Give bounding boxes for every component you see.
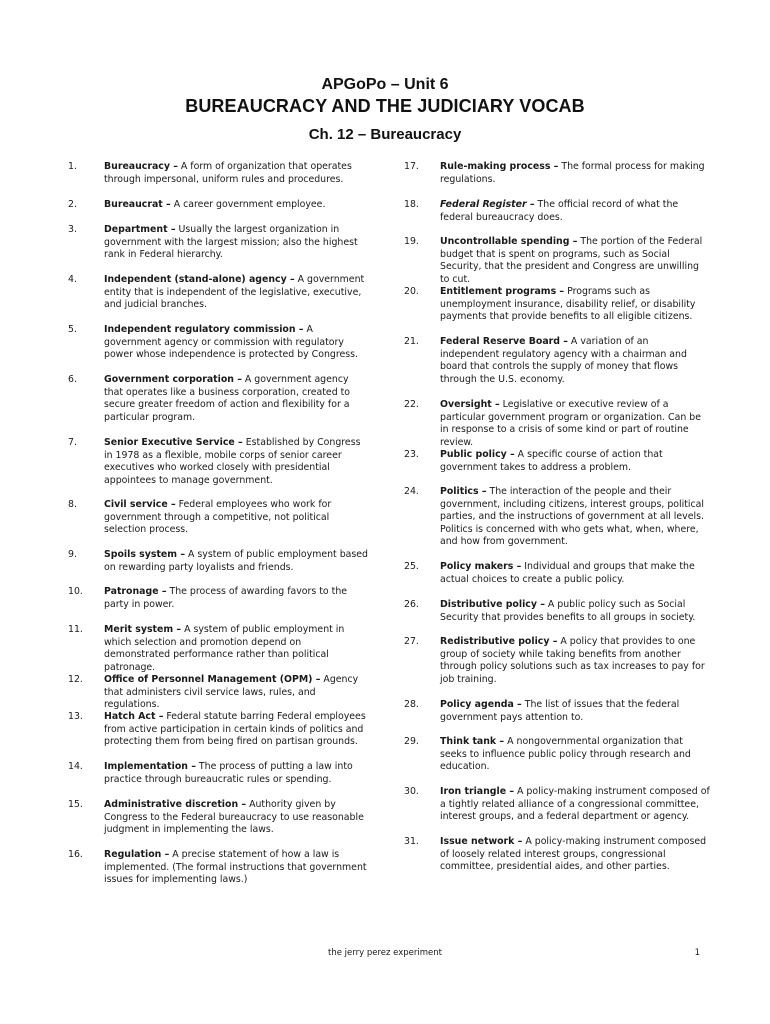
- vocab-term: Civil service –: [104, 499, 176, 510]
- vocab-number: 29.: [404, 736, 419, 747]
- vocab-term: Entitlement programs –: [440, 286, 565, 297]
- vocab-entry: [68, 199, 368, 212]
- vocab-term: Policy makers –: [440, 561, 522, 572]
- vocab-number: 6.: [68, 374, 77, 385]
- vocab-term: Independent (stand-alone) agency –: [104, 274, 295, 285]
- vocab-definition: The portion of the Federal budget that is spent on programs, such as Social Security, that the president and Congress are unwilling to cut.: [440, 236, 703, 285]
- vocab-definition: A specific course of action that government takes to address a problem.: [440, 449, 663, 473]
- vocab-definition: The process of putting a law into practice through bureaucratic rules or spending.: [104, 761, 353, 785]
- vocab-definition: The list of issues that the federal government pays attention to.: [440, 699, 680, 723]
- vocab-term: Oversight –: [440, 399, 500, 410]
- vocab-term: Department –: [104, 224, 176, 235]
- vocab-entry: [404, 561, 710, 586]
- vocab-term: Bureaucrat –: [104, 199, 171, 210]
- page-number: 1: [694, 948, 700, 958]
- vocab-term: Federal Reserve Board –: [440, 336, 568, 347]
- vocab-entry: [68, 674, 368, 712]
- vocab-number: 15.: [68, 799, 83, 810]
- vocab-entry: [404, 699, 710, 724]
- vocab-definition: Programs such as unemployment insurance, disability relief, or disability payments that provide benefits to all eligible citizens.: [440, 286, 696, 323]
- vocab-definition: Federal statute barring Federal employees from active participation in certain kinds of politics and protecting them from being fired on partisan grounds.: [104, 711, 366, 748]
- vocab-entry: [404, 199, 710, 224]
- vocab-definition: A government entity that is independent of the legislative, executive, and judicial branches.: [104, 274, 365, 311]
- vocab-definition: The process of awarding favors to the party in power.: [104, 586, 348, 610]
- vocab-entry: [68, 711, 368, 749]
- vocab-definition: A system of public employment in which selection and promotion depend on demonstrated performance rather than political patronage.: [104, 624, 345, 673]
- vocab-term: Regulation –: [104, 849, 170, 860]
- vocab-entry: [68, 849, 368, 887]
- vocab-entry: [68, 799, 368, 837]
- vocab-definition: Agency that administers civil service laws, rules, and regulations.: [104, 674, 359, 711]
- vocab-term: Rule-making process –: [440, 161, 559, 172]
- vocab-entry: [68, 161, 368, 186]
- vocab-definition: Federal employees who work for government through a competitive, not political selection process.: [104, 499, 332, 536]
- vocab-term: Policy agenda –: [440, 699, 522, 710]
- document-title: BUREAUCRACY AND THE JUDICIARY VOCAB: [185, 96, 585, 116]
- vocab-number: 13.: [68, 711, 83, 722]
- vocab-number: 16.: [68, 849, 83, 860]
- vocab-term: Independent regulatory commission –: [104, 324, 304, 335]
- vocab-entry: [404, 486, 710, 549]
- vocab-definition: Established by Congress in 1978 as a flexible, mobile corps of senior career executives who worked closely with presidential appointees to manage government.: [104, 437, 361, 486]
- vocab-definition: A career government employee.: [170, 199, 326, 210]
- vocab-term: Distributive policy –: [440, 599, 545, 610]
- vocab-number: 7.: [68, 437, 77, 448]
- vocab-entry: [68, 324, 368, 362]
- vocab-definition: Individual and groups that make the actual choices to create a public policy.: [440, 561, 695, 585]
- vocab-definition: Legislative or executive review of a particular government program or organization. Can be in response to a crisis of some kind or part of routine review.: [440, 399, 701, 448]
- vocab-number: 5.: [68, 324, 77, 335]
- vocab-entry: [68, 374, 368, 424]
- vocab-definition: A policy that provides to one group of society while taking benefits from another through policy solutions such as tax increases to pay for job training.: [440, 636, 705, 685]
- vocab-term: Senior Executive Service –: [104, 437, 243, 448]
- vocab-entry: [68, 549, 368, 574]
- vocab-entry: [404, 636, 710, 686]
- vocab-entry: [404, 286, 710, 324]
- vocab-term: Issue network –: [440, 836, 523, 847]
- vocab-definition: A form of organization that operates through impersonal, uniform rules and procedures.: [104, 161, 352, 185]
- vocab-entry: [68, 274, 368, 312]
- vocab-number: 1.: [68, 161, 77, 172]
- vocab-entry: [68, 624, 368, 674]
- vocab-definition: A government agency or commission with regulatory power whose independence is protected by Congress.: [104, 324, 359, 361]
- vocab-definition: A policy-making instrument composed of a tightly related alliance of a congressional committee, interest groups, and a federal department or agency.: [440, 786, 710, 823]
- vocab-term: Iron triangle –: [440, 786, 515, 797]
- vocab-term: Spoils system –: [104, 549, 186, 560]
- vocab-entry: [68, 224, 368, 262]
- vocab-entry: [404, 161, 710, 186]
- vocab-entry: [404, 786, 710, 824]
- vocab-definition: Authority given by Congress to the Federal bureaucracy to use reasonable judgment in implementing the laws.: [104, 799, 364, 836]
- vocab-number: 19.: [404, 236, 419, 247]
- vocab-entry: [404, 736, 710, 774]
- vocab-entry: [404, 399, 710, 449]
- vocab-number: 30.: [404, 786, 419, 797]
- vocab-term-dash: –: [526, 199, 535, 210]
- vocab-term: Implementation –: [104, 761, 196, 772]
- vocab-term: Public policy –: [440, 449, 515, 460]
- vocab-number: 20.: [404, 286, 419, 297]
- vocab-definition: A policy-making instrument composed of loosely related interest groups, congressional committee, presidential aides, and other parties.: [440, 836, 707, 873]
- vocab-entry: [404, 599, 710, 624]
- vocab-number: 11.: [68, 624, 83, 635]
- vocab-number: 24.: [404, 486, 419, 497]
- vocab-number: 18.: [404, 199, 419, 210]
- vocab-entry: [404, 336, 710, 386]
- vocab-entry: [68, 437, 368, 487]
- vocab-term: Politics –: [440, 486, 487, 497]
- vocab-number: 9.: [68, 549, 77, 560]
- vocab-term: Government corporation –: [104, 374, 242, 385]
- vocab-definition: A public policy such as Social Security that provides benefits to all groups in society.: [440, 599, 696, 623]
- vocab-number: 21.: [404, 336, 419, 347]
- vocab-number: 23.: [404, 449, 419, 460]
- vocab-number: 26.: [404, 599, 419, 610]
- vocab-term: Federal Register: [440, 199, 527, 210]
- vocab-entry: [68, 761, 368, 786]
- vocab-definition: The formal process for making regulations.: [440, 161, 705, 185]
- vocab-term: Merit system –: [104, 624, 182, 635]
- vocab-entry: [68, 499, 368, 537]
- vocab-entry: [404, 836, 710, 874]
- vocab-term: Redistributive policy –: [440, 636, 558, 647]
- vocab-entry: [404, 236, 710, 286]
- vocab-definition: A variation of an independent regulatory agency with a chairman and board that controls the supply of money that flows through the U.S. economy.: [440, 336, 687, 385]
- footer-credit: the jerry perez experiment: [328, 948, 442, 958]
- vocab-definition: The official record of what the federal bureaucracy does.: [440, 199, 679, 223]
- chapter-heading: Ch. 12 – Bureaucracy: [308, 126, 462, 143]
- vocab-number: 2.: [68, 199, 77, 210]
- vocab-term: Office of Personnel Management (OPM) –: [104, 674, 321, 685]
- vocab-term: Patronage –: [104, 586, 167, 597]
- vocab-term: Hatch Act –: [104, 711, 164, 722]
- vocab-number: 10.: [68, 586, 83, 597]
- vocab-number: 12.: [68, 674, 83, 685]
- vocab-entry: [404, 449, 710, 474]
- vocab-entry: [68, 586, 368, 611]
- vocab-term: Think tank –: [440, 736, 505, 747]
- vocab-number: 28.: [404, 699, 419, 710]
- vocab-definition: A nongovernmental organization that seeks to influence public policy through research and education.: [440, 736, 691, 773]
- vocab-definition: Usually the largest organization in government with the largest mission; also the highest rank in Federal hierarchy.: [104, 224, 358, 261]
- vocab-number: 25.: [404, 561, 419, 572]
- vocab-term: Administrative discretion –: [104, 799, 247, 810]
- vocab-number: 22.: [404, 399, 419, 410]
- course-heading: APGoPo – Unit 6: [321, 76, 449, 93]
- vocab-number: 8.: [68, 499, 77, 510]
- vocab-number: 17.: [404, 161, 419, 172]
- vocab-definition: A system of public employment based on rewarding party loyalists and friends.: [104, 549, 369, 573]
- vocab-number: 27.: [404, 636, 419, 647]
- vocab-definition: A precise statement of how a law is implemented. (The formal instructions that government issues for implementing laws.): [104, 849, 367, 886]
- vocab-term: Bureaucracy –: [104, 161, 178, 172]
- vocab-number: 3.: [68, 224, 77, 235]
- vocab-definition: A government agency that operates like a business corporation, created to secure greater freedom of action and flexibility for a particular program.: [104, 374, 351, 423]
- vocab-definition: The interaction of the people and their government, including citizens, interest groups, political parties, and the instructions of government at all levels. Politics is concerned with who gets what, when, where, and how from government.: [440, 486, 705, 548]
- vocab-term: Uncontrollable spending –: [440, 236, 578, 247]
- vocab-number: 31.: [404, 836, 419, 847]
- vocab-number: 4.: [68, 274, 77, 285]
- vocab-number: 14.: [68, 761, 83, 772]
